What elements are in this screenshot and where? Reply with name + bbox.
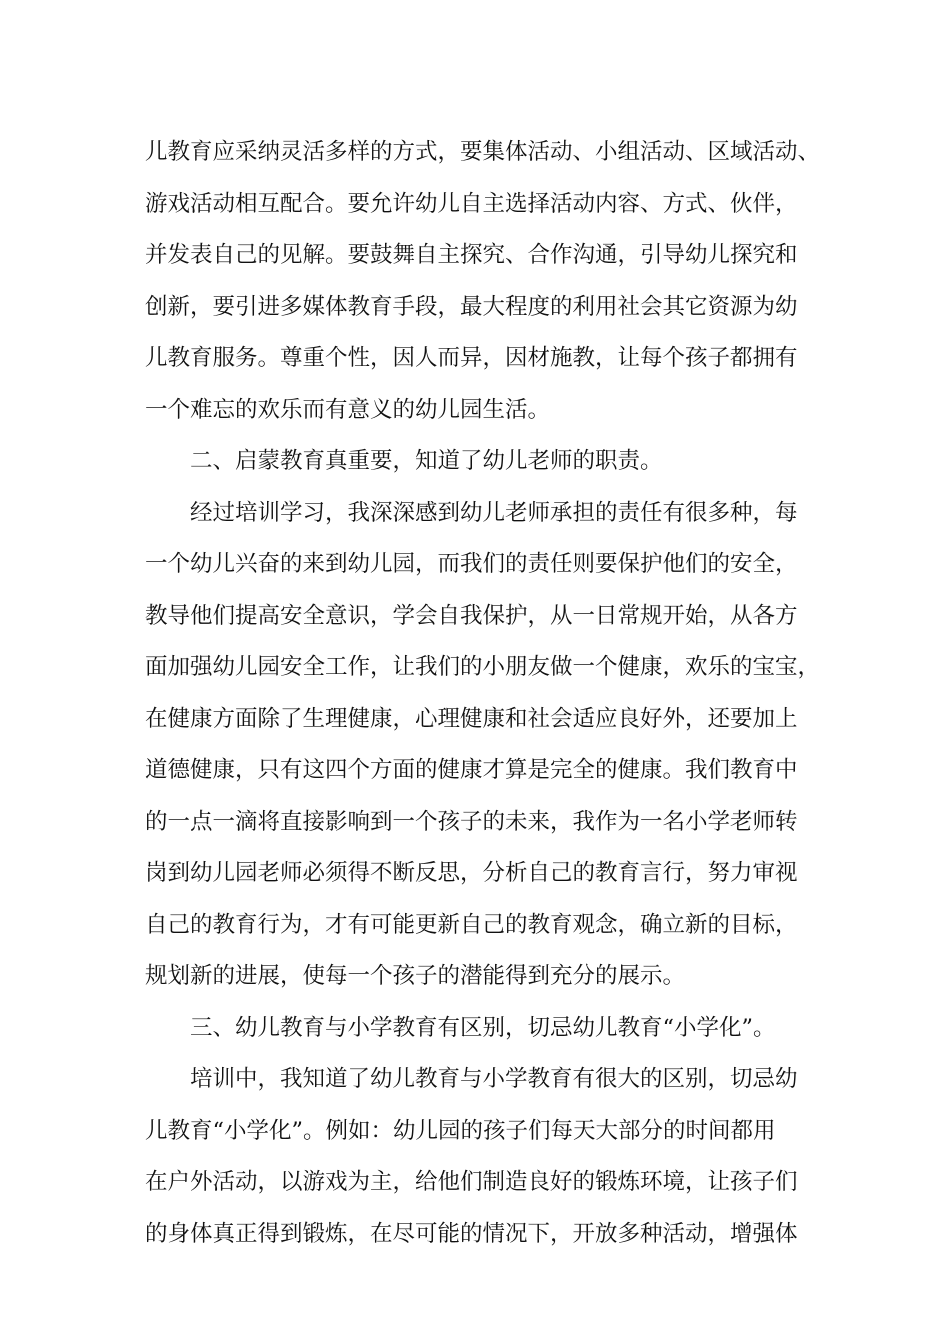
text-line: 儿教育应采纳灵活多样的方式，要集体活动、小组活动、区域活动、	[145, 139, 821, 165]
section-heading: 二、启蒙教育真重要，知道了幼儿老师的职责。	[190, 448, 663, 474]
text-line: 并发表自己的见解。要鼓舞自主探究、合作沟通，引导幼儿探究和	[145, 242, 798, 268]
text-line: 的一点一滴将直接影响到一个孩子的未来，我作为一名小学老师转	[145, 808, 798, 835]
text-line: 岗到幼儿园老师必须得不断反思，分析自己的教育言行，努力审视	[145, 860, 798, 886]
text-line: 游戏活动相互配合。要允许幼儿自主选择活动内容、方式、伙伴，	[145, 190, 798, 217]
text-line: 面加强幼儿园安全工作，让我们的小朋友做一个健康，欢乐的宝宝，	[145, 654, 821, 680]
text-line: 儿教育“小学化”。例如：幼儿园的孩子们每天大部分的时间都用	[145, 1117, 776, 1144]
text-line: 自己的教育行为，才有可能更新自己的教育观念，确立新的目标，	[145, 911, 798, 938]
text-line: 一个幼儿兴奋的来到幼儿园，而我们的责任则要保护他们的安全，	[145, 551, 798, 577]
text-line: 创新，要引进多媒体教育手段，最大程度的利用社会其它资源为幼	[145, 293, 798, 320]
text-line: 教导他们提高安全意识，学会自我保护，从一日常规开始，从各方	[145, 602, 798, 629]
text-line: 儿教育服务。尊重个性，因人而异，因材施教，让每个孩子都拥有	[145, 345, 798, 371]
text-line: 培训中，我知道了幼儿教育与小学教育有很大的区别，切忌幼	[190, 1066, 798, 1092]
text-line: 在健康方面除了生理健康，心理健康和社会适应良好外，还要加上	[145, 705, 798, 732]
text-line: 经过培训学习，我深深感到幼儿老师承担的责任有很多种，每	[190, 499, 798, 526]
text-line: 规划新的进展，使每一个孩子的潜能得到充分的展示。	[145, 963, 686, 989]
text-line: 的身体真正得到锻炼，在尽可能的情况下，开放多种活动，增强体	[145, 1220, 798, 1247]
section-heading: 三、幼儿教育与小学教育有区别，切忌幼儿教育“小学化”。	[190, 1014, 776, 1041]
document-body	[145, 127, 845, 1260]
text-line: 道德健康，只有这四个方面的健康才算是完全的健康。我们教育中	[145, 757, 798, 783]
text-line: 一个难忘的欢乐而有意义的幼儿园生活。	[145, 396, 551, 423]
text-line: 在户外活动，以游戏为主，给他们制造良好的锻炼环境，让孩子们	[145, 1169, 798, 1195]
